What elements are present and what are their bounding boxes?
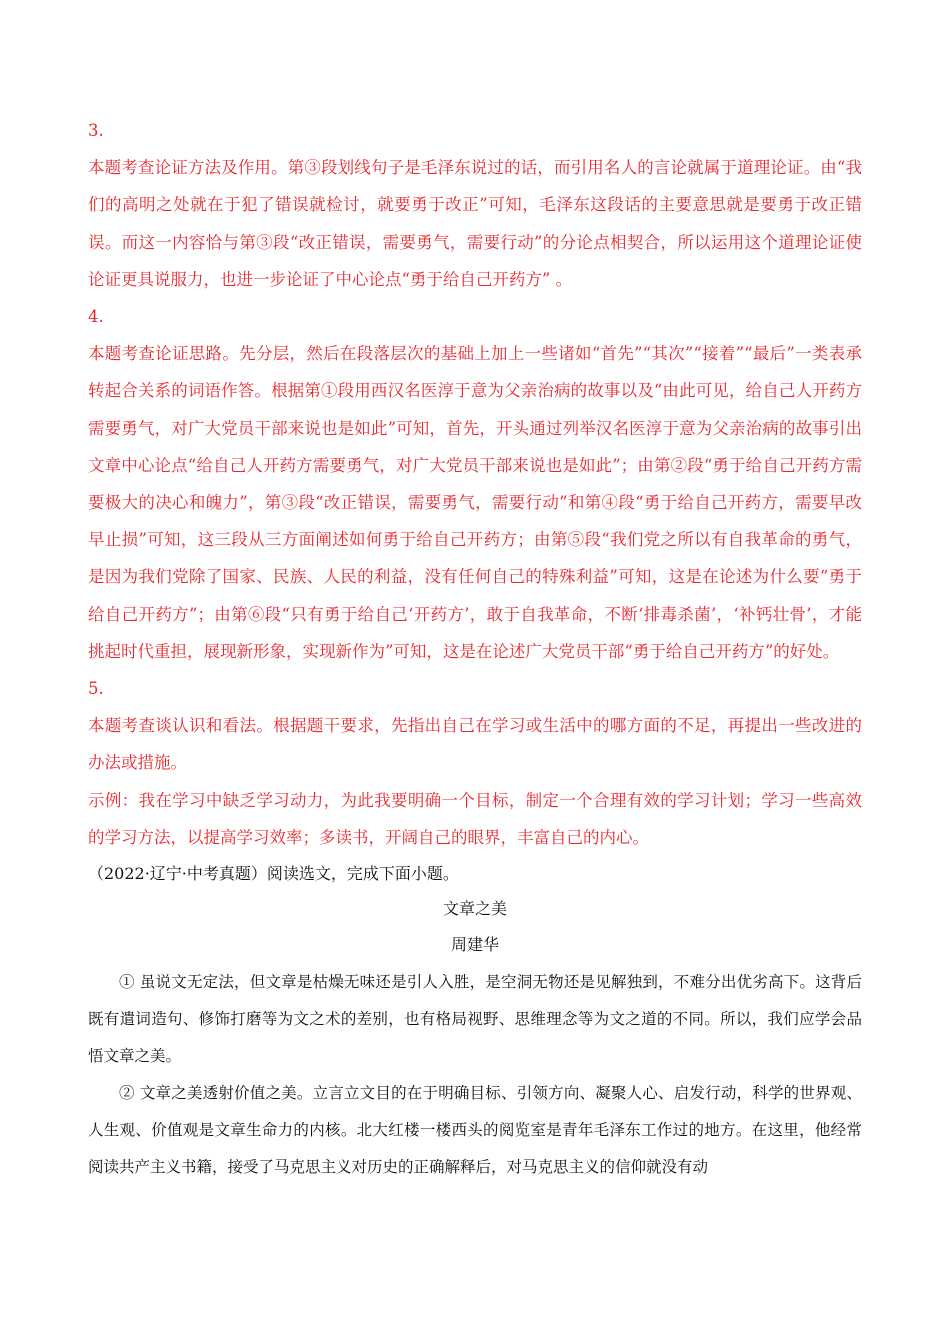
source-line: （2022·辽宁·中考真题）阅读选文，完成下面小题。 (88, 864, 459, 884)
article (88, 892, 862, 1186)
question-number: 3. (88, 121, 104, 140)
answer-paragraph: 本题考查谈认识和看法。根据题干要求，先指出自己在学习或生活中的哪方面的不足，再提出一些改进的办法或措施。 (88, 716, 862, 773)
question-number: 4. (88, 307, 104, 327)
article-paragraph-1: ① 虽说文无定法，但文章是枯燥无味还是引人入胜，是空洞无物还是见解独到，不难分出优劣高下。这背后既有遣词造句、修饰打磨等为文之术的差别，也有格局视野、思维理念等为文之道的不同。所以，我们应学会品悟文章之美。 (88, 973, 862, 1066)
answer-example: 示例：我在学习中缺乏学习动力，为此我要明确一个目标，制定一个合理有效的学习计划；学习一些高效的学习方法，以提高学习效率；多读书，开阔自己的眼界，丰富自己的内心。 (88, 790, 862, 847)
answer-block-3 (88, 112, 862, 298)
answer-paragraph: 本题考查论证思路。先分层，然后在段落层次的基础上加上一些诸如“首先”“其次”“接着”“最后”一类表承转起合关系的词语作答。根据第①段用西汉名医淳于意为父亲治病的故事以及“由此可见，给自己人开药方需要勇气，对广大党员干部来说也是如此”可知，首先，开头通过列举汉名医淳于意为父亲治病的故事引出文章中心论点“给自己人开药方需要勇气，对广大党员干部来说也是如此”；由第②段“勇于给自己开药方需要极大的决心和魄力”，第③段“改正错误，需要勇气，需要行动”和第④段“勇于给自己开药方，需要早改早止损”可知，这三段从三方面阐述如何勇于给自己开药方；由第⑤段“我们党之所以有自我革命的勇气，是因为我们党除了国家、民族、人民的利益，没有任何自己的特殊利益”可知，这是在论述为什么要“勇于给自己开药方”；由第⑥段“只有勇于给自己‘开药方’，敢于自我革命，不断‘排毒杀菌’，‘补钙壮骨’，才能挑起时代重担，展现新形象，实现新作为”可知，这是在论述广大党员干部“勇于给自己开药方”的好处。 (88, 344, 862, 661)
article-paragraph-2: ② 文章之美透射价值之美。立言立文目的在于明确目标、引领方向、凝聚人心、启发行动，科学的世界观、人生观、价值观是文章生命力的内核。北大红楼一楼西头的阅览室是青年毛泽东工作过的地方。在这里，他经常阅读共产主义书籍，接受了马克思主义对历史的正确解释后，对马克思主义的信仰就没有动 (88, 1084, 862, 1177)
question-number: 5. (88, 679, 104, 699)
answer-paragraph: 本题考查论证方法及作用。第③段划线句子是毛泽东说过的话，而引用名人的言论就属于道理论证。由“我们的高明之处就在于犯了错误就检讨，就要勇于改正”可知，毛泽东这段话的主要意思就是要勇于改正错误。而这一内容恰与第③段“改正错误，需要勇气，需要行动”的分论点相契合，所以运用这个道理论证使论证更具说服力，也进一步论证了中心论点“勇于给自己开药方” 。 (88, 158, 862, 289)
answer-block-5 (88, 670, 862, 856)
article-title: 文章之美 (442, 899, 507, 919)
document-page (88, 112, 862, 1186)
article-author: 周建华 (450, 935, 499, 955)
answer-block-4 (88, 298, 862, 670)
